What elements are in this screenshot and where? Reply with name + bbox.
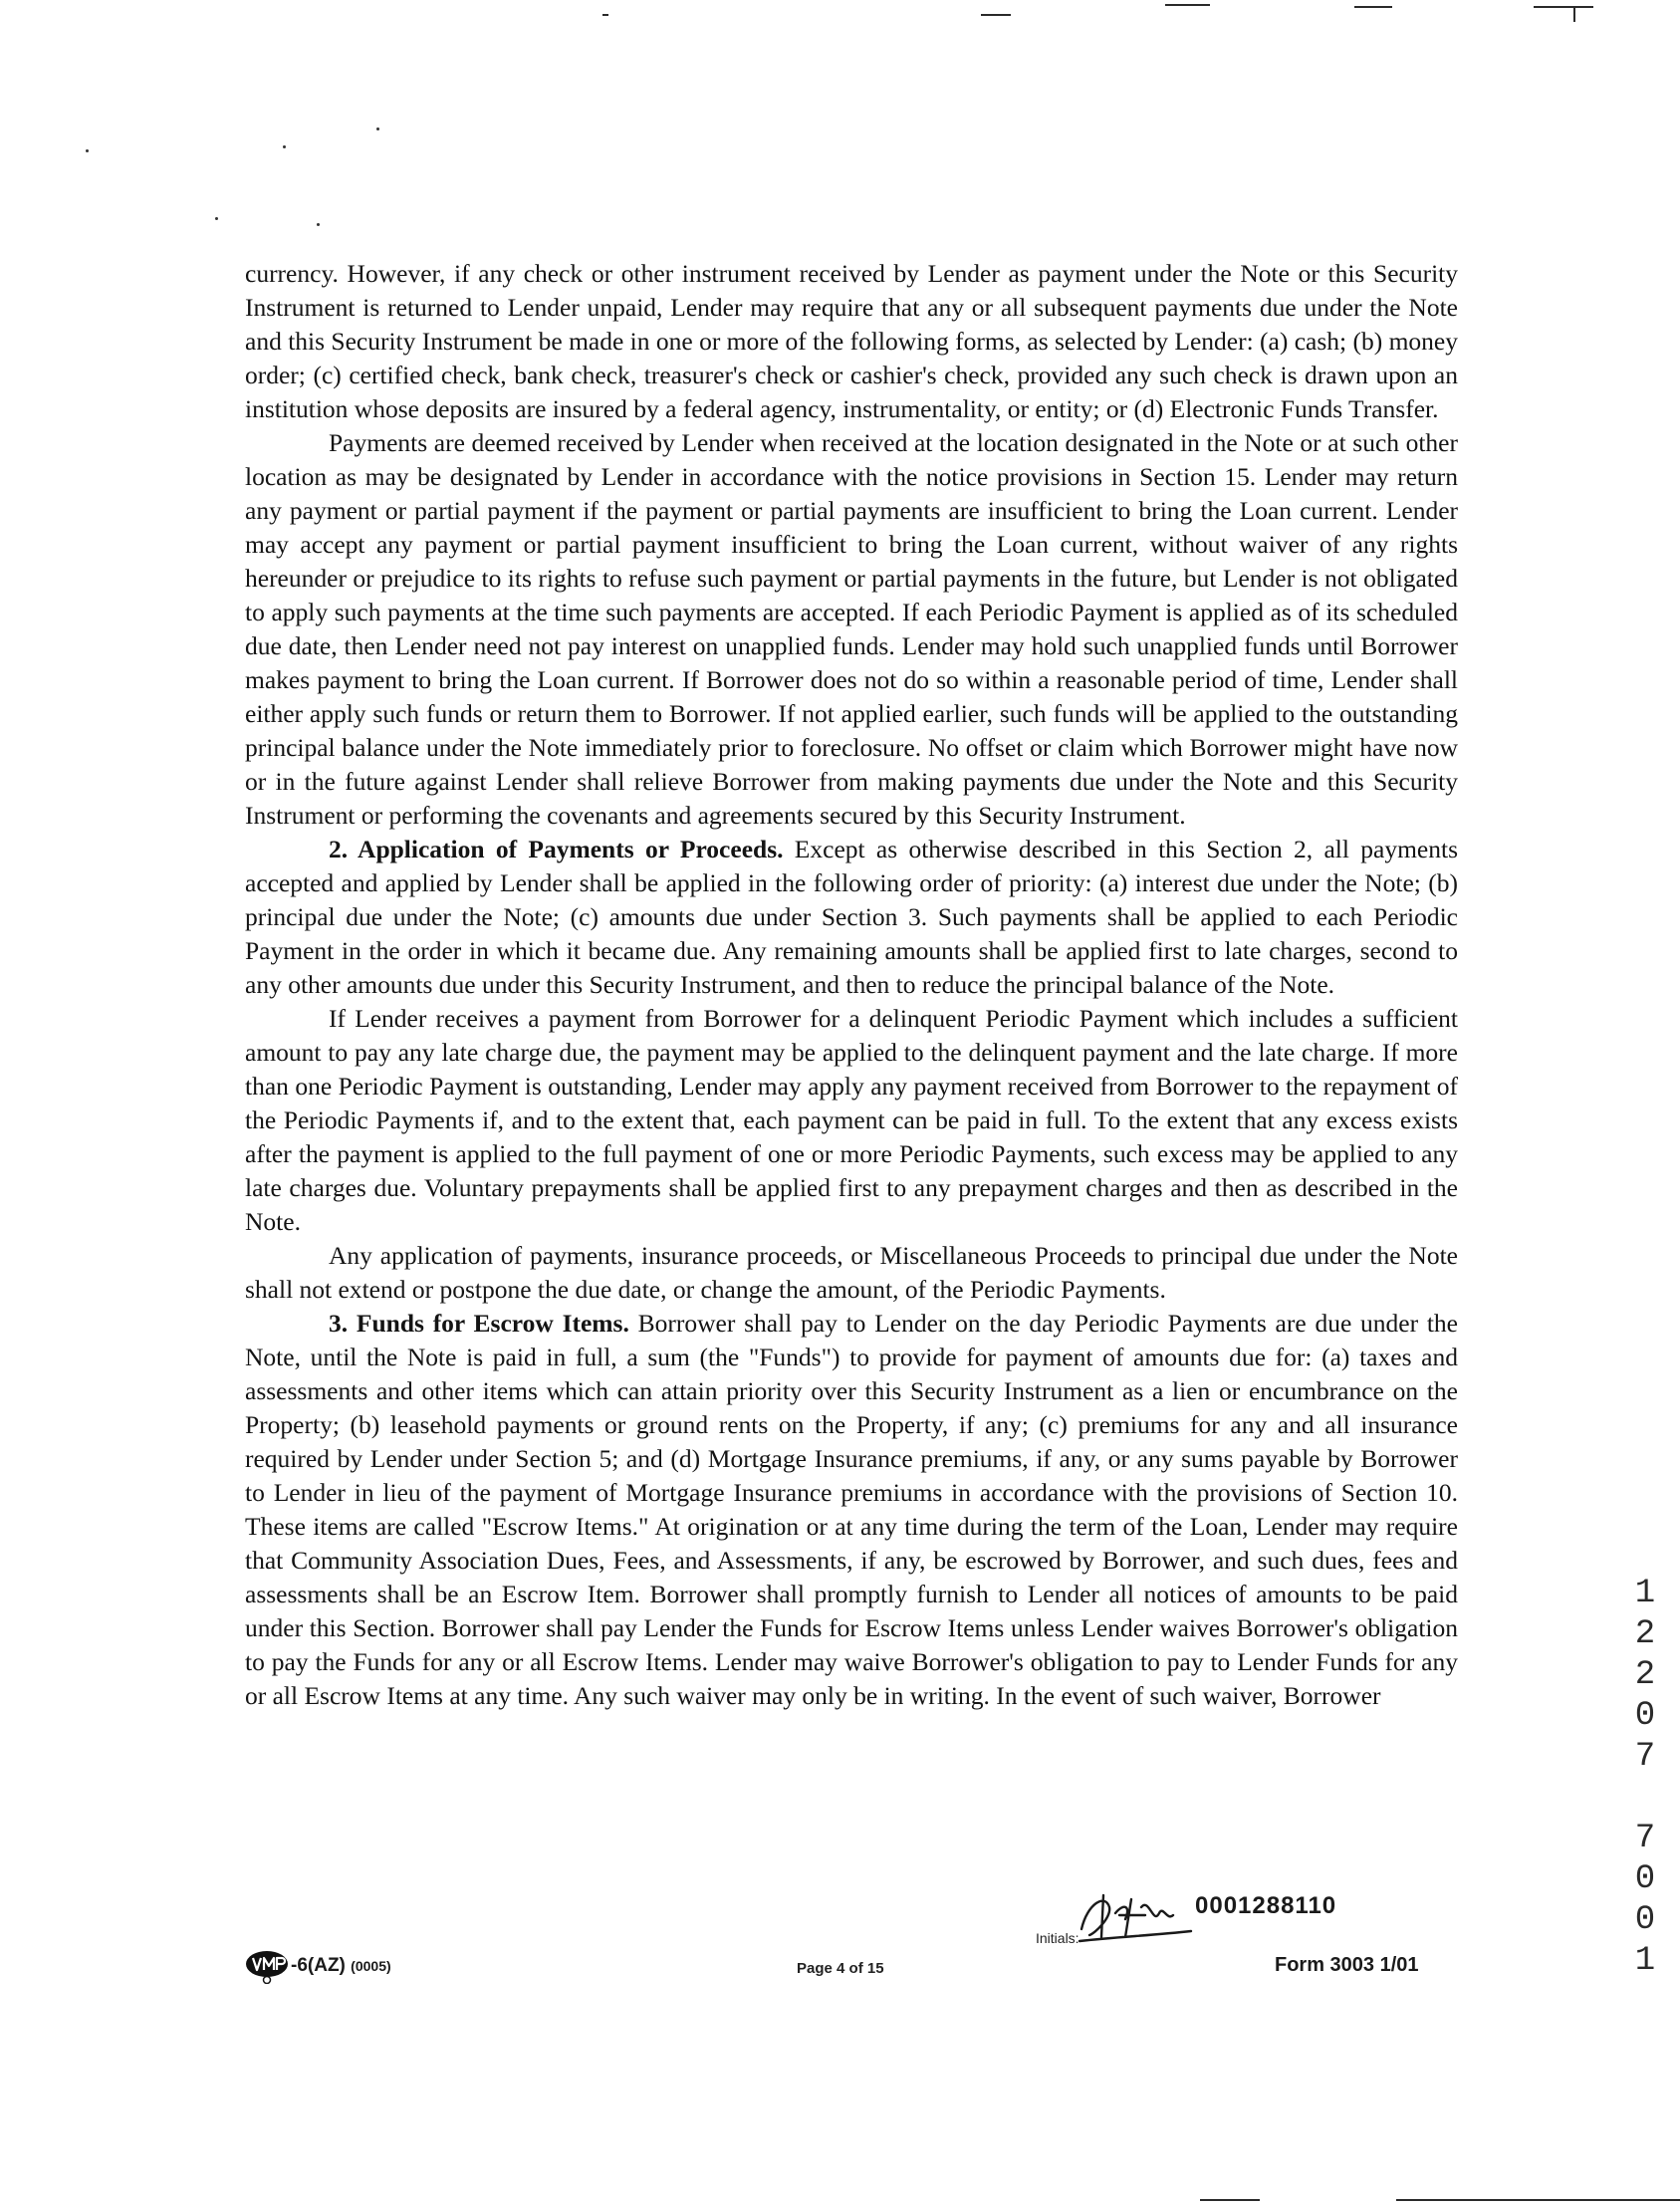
scan-speck	[283, 145, 286, 148]
paragraph-section-3	[245, 1307, 1458, 1713]
paragraph-delinquent-payment: If Lender receives a payment from Borrower for a delinquent Periodic Payment which includes a sufficient amount to pay any late charge due, the payment may be applied to the delinquent payment and the late charge. If more than one Periodic Payment is outstanding, Lender may apply any payment received from Borrower to the repayment of the Periodic Payments if, and to the extent that, each payment can be paid in full. To the extent that any excess exists after the payment is applied to the full payment of one or more Periodic Payments, such excess may be applied to any late charges due. Voluntary prepayments shall be applied first to any prepayment charges and then as described in the Note.	[245, 1004, 1458, 1236]
stamp-digit: 0	[1634, 1901, 1656, 1939]
scan-mark	[1573, 8, 1575, 22]
scan-speck	[317, 223, 320, 226]
section-3-text: Borrower shall pay to Lender on the day Periodic Payments are due under the Note, until the Note is paid in full, a sum (the "Funds") to provide for payment of amounts due for: (a) taxes and assessments and other items which can attain priority over this Security Instrument as a lien or encumbrance on the Property; (b) leasehold payments or ground rents on the Property, if any; (c) premiums for any and all insurance required by Lender under Section 5; and (d) Mortgage Insurance premiums, if any, or any sums payable by Borrower to Lender in lieu of the payment of Mortgage Insurance premiums in accordance with the provisions of Section 10. These items are called "Escrow Items." At origination or at any time during the term of the Loan, Lender may require that Community Association Dues, Fees, and Assessments, if any, be escrowed by Borrower, and such dues, fees and assessments shall be an Escrow Item. Borrower shall promptly furnish to Lender all notices of amounts to be paid under this Section. Borrower shall pay Lender the Funds for Escrow Items unless Lender waives Borrower's obligation to pay the Funds for any or all Escrow Items. Lender may waive Borrower's obligation to pay to Lender Funds for any or all Escrow Items at any time. Any such waiver may only be in writing. In the event of such waiver, Borrower	[245, 1309, 1458, 1710]
document-number-stamp	[1625, 1574, 1665, 1982]
scan-mark	[1165, 4, 1210, 6]
page-number: Page 4 of 15	[797, 1960, 884, 1977]
initials-signature	[1076, 1885, 1195, 1945]
stamp-digit: 7	[1634, 1820, 1656, 1857]
paragraph-section-2	[245, 833, 1458, 1002]
scan-mark	[1396, 2199, 1680, 2201]
section-2-heading: 2. Application of Payments or Proceeds.	[329, 835, 784, 863]
scan-mark	[1200, 2199, 1260, 2201]
scan-mark	[602, 14, 608, 16]
section-3-heading: 3. Funds for Escrow Items.	[329, 1309, 629, 1338]
stamp-digit: 7	[1634, 1738, 1656, 1776]
vmp-logo-icon	[245, 1948, 291, 1984]
scan-speck	[86, 149, 89, 152]
scan-mark	[981, 14, 1011, 16]
form-number: Form 3003 1/01	[1275, 1954, 1419, 1976]
paragraph-currency: currency. However, if any check or other instrument received by Lender as payment under the Note or this Security Instrument is returned to Lender unpaid, Lender may require that any or all subsequent payments due under the Note and this Security Instrument be made in one or more of the following forms, as selected by Lender: (a) cash; (b) money order; (c) certified check, bank check, treasurer's check or cashier's check, provided any such check is drawn upon an institution whose deposits are insured by a federal agency, instrumentality, or entity; or (d) Electronic Funds Transfer.	[245, 259, 1458, 423]
stamp-gap	[1625, 1778, 1665, 1819]
stamp-digit: 1	[1634, 1575, 1656, 1612]
scan-mark	[1354, 6, 1392, 8]
form-code-suffix: (0005)	[351, 1958, 391, 1974]
initials-label: Initials:	[1036, 1930, 1080, 1946]
form-code-main: -6(AZ)	[291, 1955, 346, 1976]
stamp-digit: 0	[1634, 1860, 1656, 1898]
form-code	[291, 1955, 391, 1977]
stamp-digit: 2	[1634, 1615, 1656, 1653]
paragraph-application: Any application of payments, insurance proceeds, or Miscellaneous Proceeds to principal due under the Note shall not extend or postpone the due date, or change the amount, of the Periodic Payments.	[245, 1241, 1458, 1304]
scan-speck	[376, 127, 379, 130]
scan-mark	[1534, 6, 1593, 8]
paragraph-payments-received: Payments are deemed received by Lender when received at the location designated in the Note or at such other location as may be designated by Lender in accordance with the notice provisions in Section 15. Lender may return any payment or partial payment if the payment or partial payments are insufficient to bring the Loan current. Lender may accept any payment or partial payment insufficient to bring the Loan current, without waiver of any rights hereunder or prejudice to its rights to refuse such payment or partial payments in the future, but Lender is not obligated to apply such payments at the time such payments are accepted. If each Periodic Payment is applied as of its scheduled due date, then Lender need not pay interest on unapplied funds. Lender may hold such unapplied funds until Borrower makes payment to bring the Loan current. If Borrower does not do so within a reasonable period of time, Lender shall either apply such funds or return them to Borrower. If not applied earlier, such funds will be applied to the outstanding principal balance under the Note immediately prior to foreclosure. No offset or claim which Borrower might have now or in the future against Lender shall relieve Borrower from making payments due under the Note and this Security Instrument or performing the covenants and agreements secured by this Security Instrument.	[245, 428, 1458, 830]
loan-number: 0001288110	[1195, 1892, 1337, 1919]
document-body	[245, 257, 1458, 1713]
section-2-text: Except as otherwise described in this Section 2, all payments accepted and applied by Lender shall be applied in the following order of priority: (a) interest due under the Note; (b) principal due under the Note; (c) amounts due under Section 3. Such payments shall be applied to each Periodic Payment in the order in which it became due. Any remaining amounts shall be applied first to late charges, second to any other amounts due under this Security Instrument, and then to reduce the principal balance of the Note.	[245, 835, 1458, 999]
stamp-digit: 1	[1634, 1942, 1656, 1980]
stamp-digit: 2	[1634, 1656, 1656, 1694]
stamp-digit: 0	[1634, 1697, 1656, 1735]
scan-speck	[215, 217, 218, 220]
